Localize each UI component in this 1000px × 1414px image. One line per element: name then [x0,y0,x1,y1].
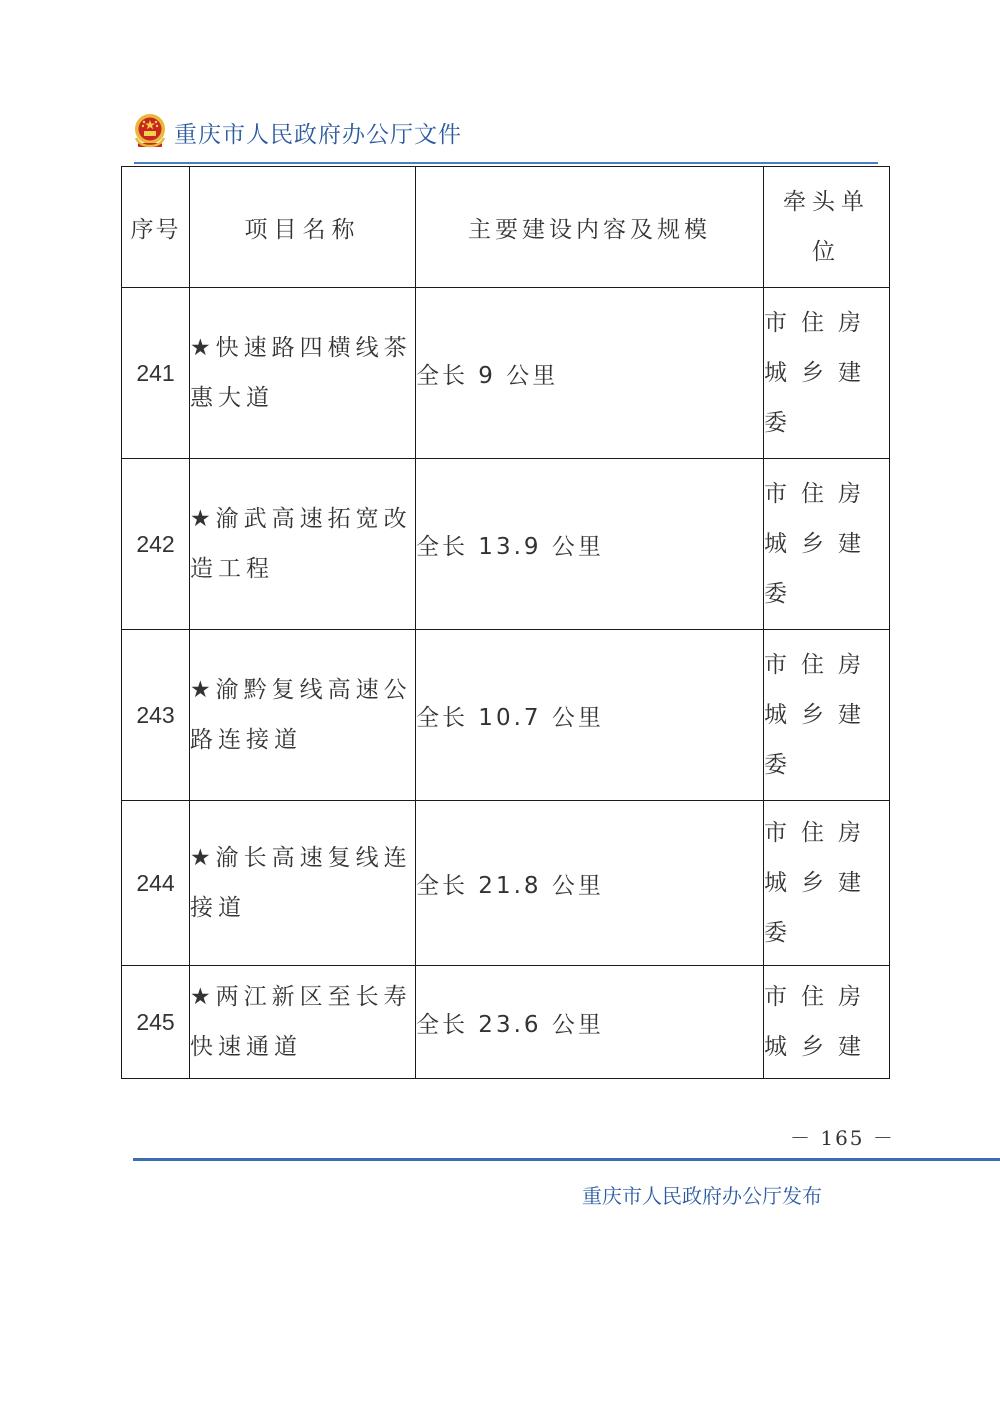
project-name: ★两江新区至长寿快速通道 [190,966,416,1079]
column-header-project-name: 项目名称 [190,167,416,288]
project-content: 全长 21.8 公里 [416,801,764,966]
footer-publisher: 重庆市人民政府办公厅发布 [582,1184,822,1208]
row-number: 244 [122,801,190,966]
table-row [122,288,890,459]
national-emblem-icon [132,112,168,152]
lead-unit: 市住房城乡建 [764,966,890,1079]
project-content: 全长 10.7 公里 [416,630,764,801]
project-name: ★渝长高速复线连接道 [190,801,416,966]
project-content: 全长 13.9 公里 [416,459,764,630]
table-row [122,459,890,630]
row-number: 241 [122,288,190,459]
lead-unit: 市住房城乡建委 [764,801,890,966]
table-header-row [122,167,890,288]
project-name: ★快速路四横线茶惠大道 [190,288,416,459]
table-row [122,630,890,801]
document-header [132,110,462,154]
lead-unit: 市住房城乡建委 [764,459,890,630]
lead-unit: 市住房城乡建委 [764,288,890,459]
project-content: 全长 9 公里 [416,288,764,459]
project-name: ★渝黔复线高速公路连接道 [190,630,416,801]
footer-divider [133,1158,1000,1161]
column-header-number: 序号 [122,167,190,288]
page-number: － 165 － [790,1126,895,1150]
row-number: 245 [122,966,190,1079]
lead-unit: 市住房城乡建委 [764,630,890,801]
row-number: 243 [122,630,190,801]
column-header-lead-unit-text: 牵头单位 [783,189,870,265]
document-header-title: 重庆市人民政府办公厅文件 [174,121,462,148]
table-row [122,966,890,1079]
project-content: 全长 23.6 公里 [416,966,764,1079]
project-name: ★渝武高速拓宽改造工程 [190,459,416,630]
table-row [122,801,890,966]
column-header-lead-unit [764,167,890,288]
header-divider [134,162,878,164]
row-number: 242 [122,459,190,630]
project-table [121,166,890,1079]
column-header-content: 主要建设内容及规模 [416,167,764,288]
